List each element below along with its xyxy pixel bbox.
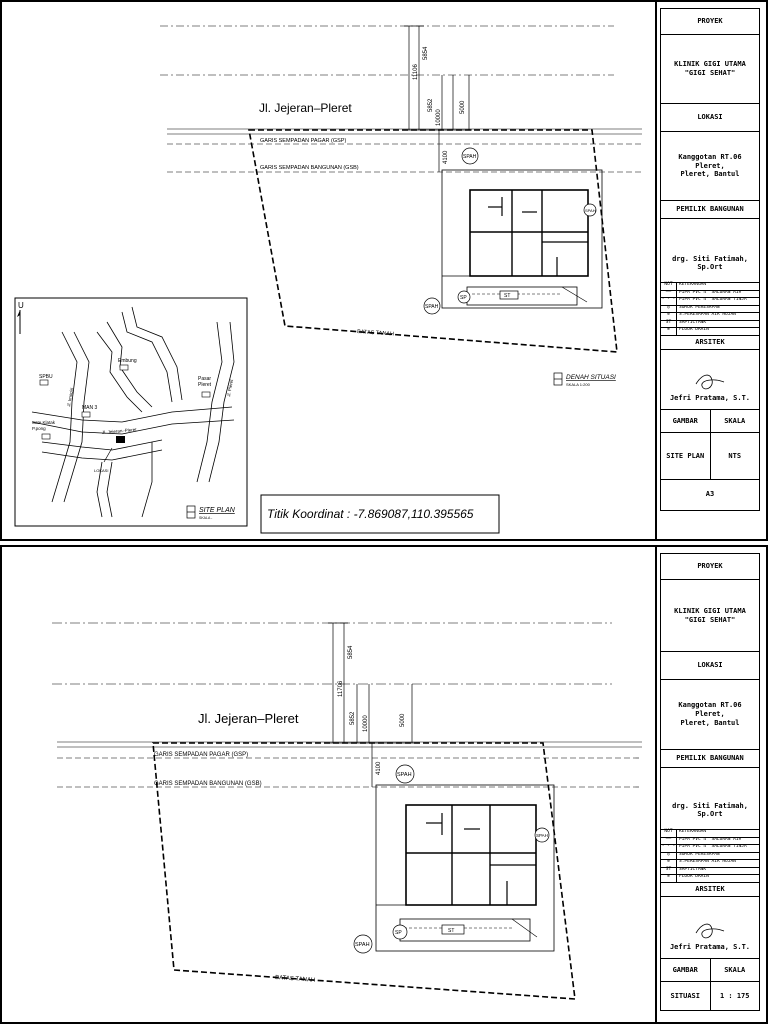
batas-tanah-label: BATAS TANAH xyxy=(274,975,316,984)
skala-value: 1 : 175 xyxy=(719,991,750,1000)
legend-row xyxy=(661,306,759,314)
pemilik-value: drg. Siti Fatimah, Sp.Ort xyxy=(661,219,759,283)
map-man3-icon xyxy=(82,412,90,417)
legend-symbol: NOT xyxy=(661,283,677,290)
title-block-1 xyxy=(660,8,760,511)
lokasi-value: Kanggotan RT.06 Pleret, Pleret, Bantul xyxy=(661,680,759,750)
dim-5: 5000 xyxy=(400,713,406,727)
spah-label: SPAH xyxy=(425,304,439,310)
arsitek-label: ARSITEK xyxy=(661,336,759,350)
land-boundary xyxy=(249,130,617,352)
legend-row xyxy=(661,875,759,882)
denah-situasi-title: DENAH SITUASI xyxy=(566,374,616,381)
arsitek-name: Jefri Pratama, S.T. xyxy=(669,942,751,951)
location-map xyxy=(15,298,247,526)
lokasi-label: LOKASI xyxy=(661,652,759,680)
spah-symbol xyxy=(424,148,596,314)
gambar-skala-header xyxy=(661,959,759,982)
map-lokasi: LOKASI xyxy=(94,468,109,473)
map-jl-pleret: Jl. Pleret xyxy=(226,379,235,398)
lokasi-label: LOKASI xyxy=(661,104,759,132)
site-plan-title: SITE PLAN xyxy=(199,507,235,514)
map-man3: MAN 3 xyxy=(82,405,98,411)
legend-text: PIPA PVC 4" SALURAN TINJA xyxy=(679,845,747,849)
arsitek-label: ARSITEK xyxy=(661,883,759,897)
gsb-label: GARIS SEMPADAN BANGUNAN (GSB) xyxy=(260,165,359,171)
gambar-label: GAMBAR xyxy=(661,959,711,981)
map-pasar-icon xyxy=(202,392,210,397)
legend-symbol: ◎ xyxy=(661,306,677,313)
skala-value: NTS xyxy=(728,451,742,460)
sp-label: SP xyxy=(460,295,467,301)
septictank-label: ST xyxy=(504,293,511,299)
spah-label: SPAH xyxy=(585,208,596,213)
skala-label: SKALA xyxy=(724,965,746,974)
gsp-label: GARIS SEMPADAN PAGAR (GSP) xyxy=(154,752,249,758)
map-jl-imogiri: Jl. Imogiri xyxy=(66,387,75,408)
legend-row xyxy=(661,291,759,299)
legend-row xyxy=(661,321,759,329)
site-plan-scale: SKALA - xyxy=(199,516,213,520)
road-name: Jl. Jejeran–Pleret xyxy=(259,101,352,115)
gsb-label: GARIS SEMPADAN BANGUNAN (GSB) xyxy=(154,781,262,787)
dim-3: 5852 xyxy=(350,711,356,725)
gambar-skala-values xyxy=(661,433,759,480)
legend-text: PIPA PVC 4" SALURAN TINJA xyxy=(679,298,747,302)
legend-symbol: - - - xyxy=(661,845,677,852)
dim-6: 4100 xyxy=(443,150,449,164)
map-sate-icon xyxy=(42,434,50,439)
batas-tanah-label: BATAS TANAH xyxy=(356,329,395,338)
legend-text: S.PERESAPAN AIR HUJAN xyxy=(679,313,736,317)
legend-symbol: NOT xyxy=(661,830,677,837)
building-plan xyxy=(442,170,602,308)
gambar-skala-header xyxy=(661,410,759,433)
sp-label: SP xyxy=(395,930,402,936)
dim-2: 5854 xyxy=(423,46,429,60)
legend-text: PIPA PVC 4" SALURAN AIR xyxy=(679,837,742,842)
gambar-value: SITUASI xyxy=(661,982,711,1010)
dim-5: 5000 xyxy=(460,100,466,114)
paper-size: A3 xyxy=(705,490,715,499)
gsp-label: GARIS SEMPADAN PAGAR (GSP) xyxy=(260,138,347,144)
gambar-skala-values xyxy=(661,982,759,1010)
legend-text: SAPTICTANK xyxy=(679,320,707,325)
pemilik-label: PEMILIK BANGUNAN xyxy=(661,201,759,219)
legend-row xyxy=(661,853,759,861)
proyek-label: PROYEK xyxy=(661,554,759,580)
title-block-2 xyxy=(660,553,760,1011)
septictank-label: ST xyxy=(448,928,455,934)
legend-row xyxy=(661,328,759,335)
legend-symbol: —— xyxy=(661,838,677,845)
map-site-marker xyxy=(116,436,125,443)
legend-row xyxy=(661,868,759,876)
legend-symbol: ⊗ xyxy=(661,875,677,882)
signature xyxy=(690,919,730,943)
legend-text: PIPA PVC 4" SALURAN AIR xyxy=(679,290,742,295)
road-name: Jl. Jejeran–Pleret xyxy=(198,711,299,726)
north-arrow-label: U xyxy=(18,301,24,310)
site-plan-drawing-area xyxy=(2,2,657,539)
legend-text: SUMUR PERESAPAN xyxy=(679,852,720,857)
dim-4: 10000 xyxy=(363,715,369,732)
legend-table xyxy=(661,283,759,336)
legend-text: SUMUR PERESAPAN xyxy=(679,305,720,310)
dim-2: 5854 xyxy=(348,645,354,659)
arsitek-name: Jefri Pratama, S.T. xyxy=(669,393,751,402)
legend-row xyxy=(661,830,759,838)
dim-3: 5852 xyxy=(428,98,434,112)
lokasi-value: Kanggotan RT.06 Pleret, Pleret, Bantul xyxy=(661,132,759,201)
gambar-value: SITE PLAN xyxy=(661,433,711,479)
map-spbu-icon xyxy=(40,380,48,385)
dim-1: 11106 xyxy=(413,64,419,80)
gambar-label: GAMBAR xyxy=(661,410,711,432)
drawing-sheet-2 xyxy=(0,545,768,1024)
legend-text: S.PERESAPAN AIR HUJAN xyxy=(679,860,736,864)
legend-symbol: —— xyxy=(661,291,677,298)
map-embung: Embung xyxy=(118,358,137,364)
signature xyxy=(690,370,730,394)
legend-symbol: ST xyxy=(661,868,677,875)
proyek-name: KLINIK GIGI UTAMA "GIGI SEHAT" xyxy=(661,35,759,104)
proyek-name: KLINIK GIGI UTAMA "GIGI SEHAT" xyxy=(661,580,759,652)
map-embung-icon xyxy=(120,365,128,370)
dim-4: 10000 xyxy=(436,109,442,126)
legend-row xyxy=(661,313,759,321)
dim-6: 4100 xyxy=(376,761,382,775)
spah-label: SPAH xyxy=(397,772,412,778)
site-plan-svg xyxy=(2,2,655,539)
legend-symbol: ⊕ xyxy=(661,313,677,320)
pemilik-value: drg. Siti Fatimah, Sp.Ort xyxy=(661,768,759,830)
legend-symbol: ST xyxy=(661,321,677,328)
situasi-drawing-area xyxy=(2,547,657,1022)
spah-label: SPAH xyxy=(463,154,477,160)
legend-text: SAPTICTANK xyxy=(679,867,707,872)
legend-row xyxy=(661,845,759,853)
legend-table xyxy=(661,830,759,883)
legend-row xyxy=(661,298,759,306)
skala-label: SKALA xyxy=(724,416,746,425)
situasi-svg xyxy=(2,547,655,1022)
legend-symbol: ◎ xyxy=(661,853,677,860)
legend-symbol: ⊕ xyxy=(661,860,677,867)
legend-row xyxy=(661,838,759,846)
pemilik-label: PEMILIK BANGUNAN xyxy=(661,750,759,768)
dim-1: 11706 xyxy=(338,680,344,697)
spah-label: SPAH xyxy=(536,833,548,838)
legend-text: KETERANGAN xyxy=(679,830,707,834)
legend-symbol: - - - xyxy=(661,298,677,305)
denah-situasi-scale: SKALA 1:200 xyxy=(566,382,590,387)
map-pasar: Pasar Pleret xyxy=(198,376,212,388)
spah-label: SPAH xyxy=(355,942,370,948)
koordinat-text: Titik Koordinat : -7.869087,110.395565 xyxy=(267,507,474,521)
legend-symbol: ⊗ xyxy=(661,328,677,335)
map-sate: Sate Klatak P.pong xyxy=(32,420,56,431)
map-jejeran: Jl. Jejeran–Pleret xyxy=(101,426,137,435)
legend-text: KETERANGAN xyxy=(679,283,707,287)
proyek-label: PROYEK xyxy=(661,9,759,35)
arsitek-block xyxy=(661,897,759,959)
legend-row xyxy=(661,860,759,868)
legend-text: FLOOR DRAIN xyxy=(679,328,709,332)
legend-text: FLOOR DRAIN xyxy=(679,875,709,879)
arsitek-block xyxy=(661,350,759,410)
legend-row xyxy=(661,283,759,291)
map-spbu: SPBU xyxy=(39,374,53,380)
